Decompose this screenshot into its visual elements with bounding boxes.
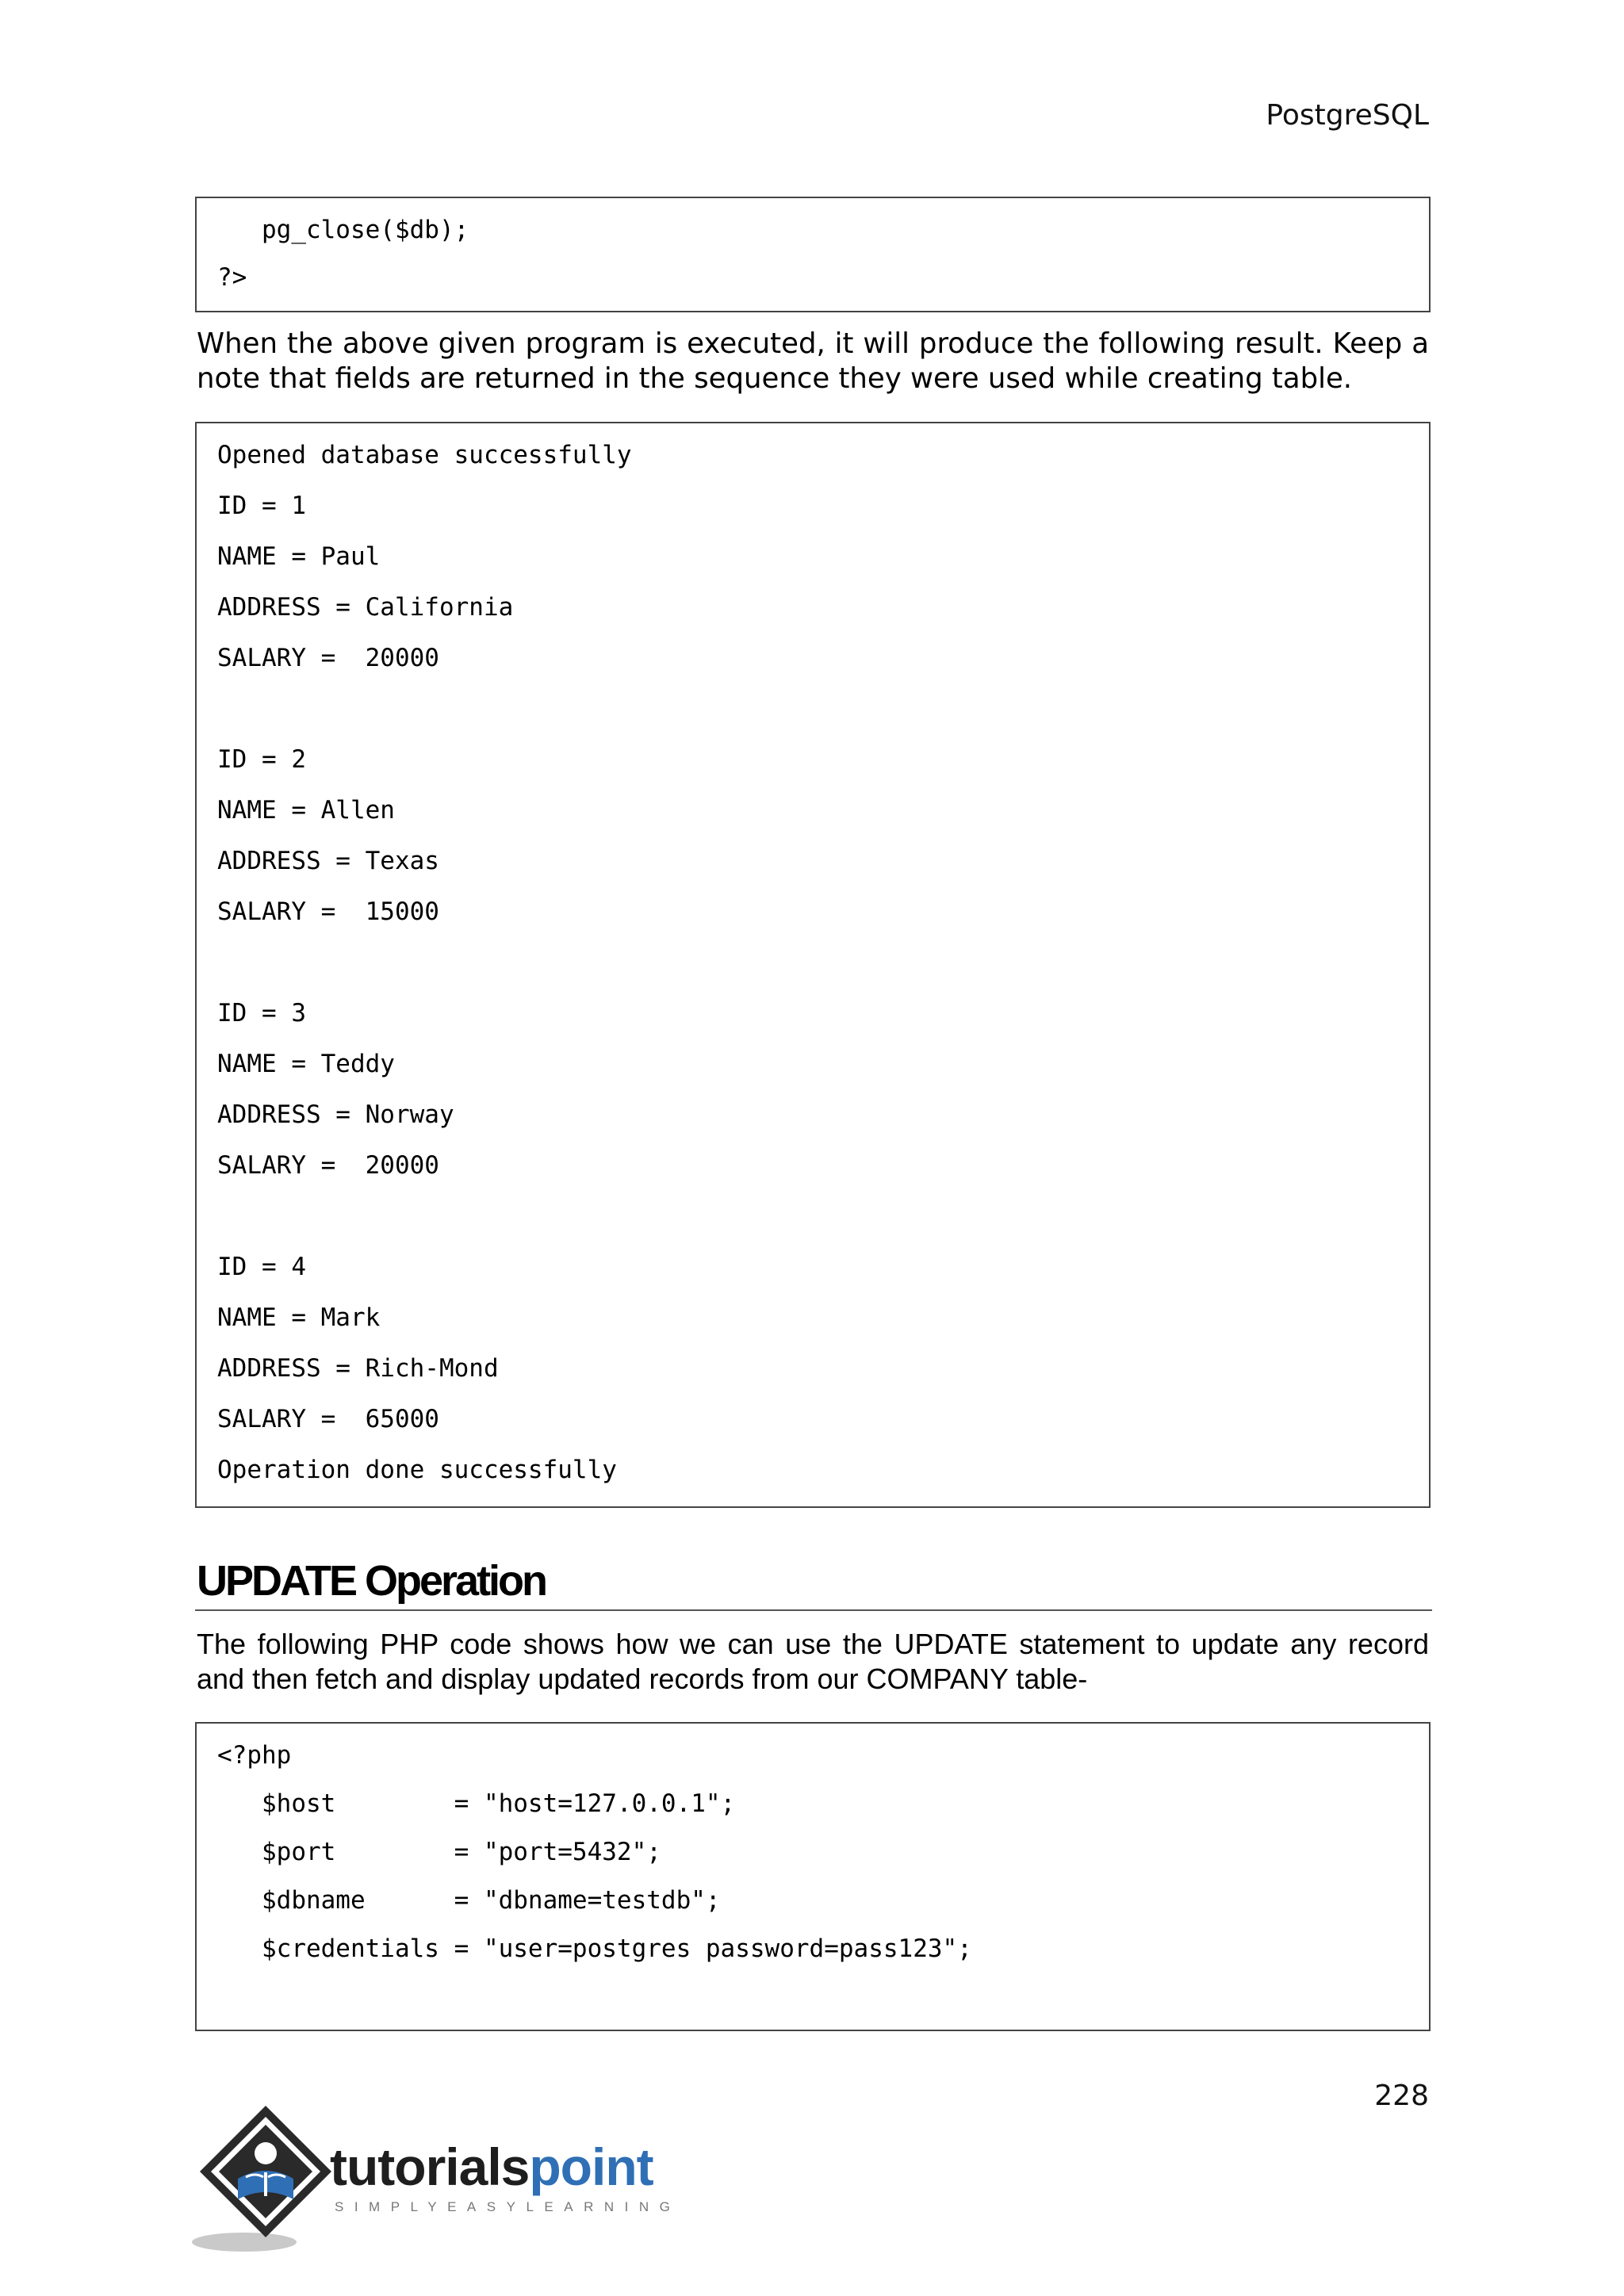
output-line: NAME = Paul xyxy=(217,542,381,571)
logo-word-tutorials: tutorials xyxy=(330,2137,530,2196)
code-line: $credentials = "user=postgres password=pass123"; xyxy=(217,1934,972,1963)
update-description-paragraph: The following PHP code shows how we can use the UPDATE statement to update any record and then fetch and display updated records from our COMPANY table- xyxy=(197,1628,1429,1695)
output-line: ID = 4 xyxy=(217,1253,306,1281)
output-line: ID = 2 xyxy=(217,745,306,774)
output-line: SALARY = 15000 xyxy=(217,897,439,926)
code-block-2 xyxy=(195,1722,1431,2031)
logo-word-point: point xyxy=(529,2137,653,2196)
result-description-paragraph: When the above given program is executed, it will produce the following result. Keep a note that fields are returned in the sequence they were used while creating table. xyxy=(197,327,1429,395)
output-line: Opened database successfully xyxy=(217,441,632,469)
output-line: Operation done successfully xyxy=(217,1456,617,1484)
code-line: ?> xyxy=(217,263,247,292)
tutorialspoint-logo xyxy=(190,2101,682,2260)
code-line: <?php xyxy=(217,1741,292,1770)
running-header: PostgreSQL xyxy=(1266,99,1429,132)
logo-wordmark xyxy=(330,2139,653,2195)
page-number: 228 xyxy=(1374,2080,1429,2112)
output-line: ID = 1 xyxy=(217,492,306,520)
output-line: ADDRESS = Texas xyxy=(217,847,439,875)
output-line: SALARY = 65000 xyxy=(217,1405,439,1433)
output-line: ID = 3 xyxy=(217,999,306,1027)
section-heading: UPDATE Operation xyxy=(197,1557,546,1605)
code-block-1 xyxy=(195,197,1431,312)
logo-emblem-icon xyxy=(190,2101,341,2260)
output-line: ADDRESS = California xyxy=(217,593,514,622)
code-line: $host = "host=127.0.0.1"; xyxy=(217,1789,736,1818)
output-block xyxy=(195,422,1431,1508)
code-line: $dbname = "dbname=testdb"; xyxy=(217,1886,721,1915)
code-line: pg_close($db); xyxy=(217,216,469,244)
code-line: $port = "port=5432"; xyxy=(217,1838,661,1866)
heading-divider xyxy=(195,1609,1432,1611)
output-line: SALARY = 20000 xyxy=(217,1151,439,1180)
logo-tagline: SIMPLYEASYLEARNING xyxy=(335,2199,681,2214)
output-line: NAME = Allen xyxy=(217,796,395,825)
output-line: ADDRESS = Norway xyxy=(217,1100,454,1129)
output-line: SALARY = 20000 xyxy=(217,644,439,672)
output-line: ADDRESS = Rich-Mond xyxy=(217,1354,499,1383)
output-line: NAME = Mark xyxy=(217,1303,381,1332)
output-line: NAME = Teddy xyxy=(217,1050,395,1078)
